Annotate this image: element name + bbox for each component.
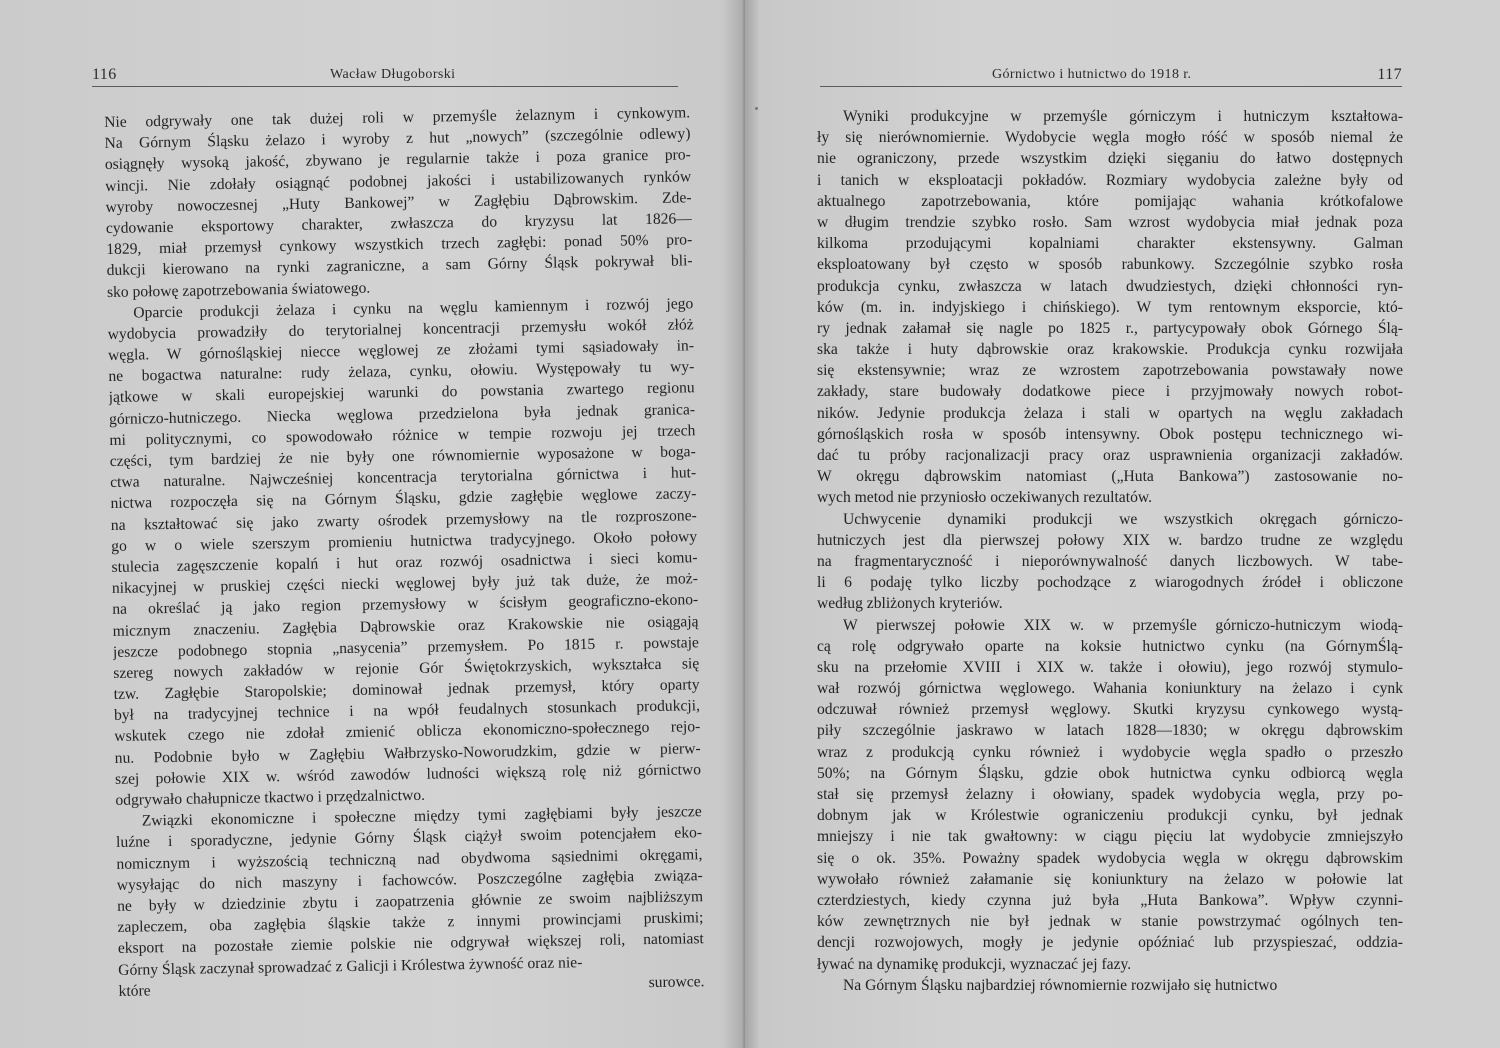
text-line: czterdziestych, kiedy czynna już była „Huta Bankowa”. Wpływ czynni- (817, 891, 1403, 909)
page-number: 116 (92, 66, 117, 83)
text-line: górniczo-hutniczego. Niecka węglowa przedzielona była jednak granica- (108, 400, 696, 428)
text-line: Nie odgrywały one tak dużej roli w przemyśle żelaznym i cynkowym. (104, 104, 691, 131)
text-line: kilkoma przodującymi kopalniami charakter ekstensywny. Galman (817, 235, 1403, 253)
text-line: nomicznym i wyższością techniczną nad obydwoma sąsiednimi okręgami, (116, 845, 703, 873)
left-running-head (92, 66, 678, 87)
text-line: ników. Jedynie produkcja żelaza i stali w opartych na węglu zakładach (817, 404, 1403, 422)
text-line: Wyniki produkcyjne w przemyśle górniczym i hutniczym kształtowa- (843, 108, 1403, 125)
text-line: wincji. Nie zdołały osiągnąć podobnej jakości i ustabilizowanych rynków (105, 167, 692, 195)
text-line: ne bogactwa naturalne: rudy żelaza, cynku, ołowiu. Występowały tu wy- (108, 358, 695, 386)
text-line: zapleczem, oba zagłębia śląskie także z innymi prowincjami pruskimi; (117, 909, 704, 937)
text-line: aktualnego zapotrzebowania, które pomijając wahania krótkofalowe (817, 192, 1403, 210)
page-number: 117 (1377, 66, 1402, 83)
text-line: ływać na dynamikę produkcji, wyznaczać jej fazy. (817, 955, 1132, 973)
text-line: cydowanie eksportowy charakter, zwłaszcza do kryzysu lat 1826— (105, 210, 692, 237)
running-title: Górnictwo i hutnictwo do 1918 r. (992, 67, 1192, 82)
text-line: produkcja cynku, zwłaszcza w latach dwudziestych, dzięki chłonności ryn- (817, 277, 1403, 295)
right-running-head (820, 66, 1402, 87)
text-line: części, tym bardziej że nie były one równomiernie wyposażone w boga- (109, 443, 696, 470)
text-line: według zbliżonych kryteriów. (817, 595, 1003, 613)
text-line: Oparcie produkcji żelaza i cynku na węglu kamiennym i rozwój jego (133, 294, 694, 322)
left-page (0, 0, 745, 1048)
text-line: dukcji kierowano na rynki zagraniczne, a sam Górny Śląsk pokrywał bli- (106, 252, 693, 280)
text-line: eksport na pozostałe ziemie polskie nie odgrywał większej roli, natomiast (117, 930, 704, 958)
text-line: go w o wiele szerszym promieniu hutnictwa tradycyjnego. Około połowy (111, 527, 698, 555)
text-line: i tanich w eksploatacji pokładów. Rozmiary wydobycia zależne były od (817, 171, 1403, 189)
text-line: dać tu próby racjonalizacji pracy oraz usprawnienia organizacji zakładów. (817, 447, 1403, 464)
running-title: Wacław Długoborski (330, 67, 456, 82)
text-line: piły szczególnie jaskrawo w latach 1828—1830; w okręgu dąbrowskim (817, 722, 1403, 740)
text-line: na określać ją jako region przemysłowy w ścisłym geograficzno-ekono- (112, 591, 699, 619)
text-line: W pierwszej połowie XIX w. w przemyśle górniczo-hutniczym wiodą- (843, 616, 1403, 634)
text-line: wał rozwój górnictwa węglowego. Wahania koniunktury na żelazo i cynk (817, 680, 1403, 698)
text-line: Górny Śląsk zaczynał sprowadzać z Galicji i Królestwa żywność oraz nie- (118, 953, 583, 979)
text-line: wysyłając do nich maszyny i fachowców. Poszczególne zagłębia związa- (116, 866, 703, 894)
text-line: się o ok. 35%. Poważny spadek wydobycia węgla w okręgu dąbrowskim (817, 849, 1403, 867)
text-line: zakłady, stare budowały dodatkowe piece i przyjmowały nowych robot- (817, 383, 1403, 401)
text-line: Na Górnym Śląsku najbardziej równomiernie rozwijało się hutnictwo (843, 976, 1278, 994)
text-line: mi politycznymi, co spowodowało różnice w tempie rozwoju jej trzech (109, 422, 696, 449)
text-line: na fragmentaryczność i nieporównywalność danych liczbowych. W tabe- (817, 552, 1403, 570)
text-line: wyroby nowoczesnej „Huty Bankowej” w Zagłębiu Dąbrowskim. Zde- (105, 189, 692, 216)
text-line: odczuwał również przemysł węglowy. Skutki kryzysu cynkowego wystą- (817, 701, 1403, 719)
text-line: sko połowę zapotrzebowania światowego. (106, 279, 371, 301)
text-line: stulecia zagęszczenie kopalń i hut oraz rozwój osadnictwa i sieci komu- (111, 549, 698, 576)
text-line: ne były w dziedzinie zbytu i zaopatrzenia głównie ze swoim najbliższym (117, 888, 704, 915)
text-line: odgrywało chałupnicze tkactwo i przędzalnictwo. (115, 786, 426, 809)
text-line: mniejszy i nie tak gwałtowny: w ciągu pięciu lat wydobycie zmniejszyło (817, 828, 1403, 846)
text-line: Na Górnym Śląsku żelazo i wyroby z hut „nowych” (szczególnie odlewy) (104, 125, 691, 153)
text-line: ków (m. in. indyjskiego i chińskiego). W tym rentownym eksporcie, któ- (817, 298, 1403, 316)
text-line: micznym znaczeniu. Zagłębia Dąbrowskie oraz Krakowskie nie osiągają (112, 612, 699, 640)
text-line: szej połowie XIX w. wśród zawodów ludności większą rolę niż górnictwo (114, 761, 702, 788)
text-line: wydobycia prowadziły do terytorialnej koncentracji przemysłu wokół złóż (107, 316, 694, 343)
text-line: nictwa rozpoczęła się na Górnym Śląsku, gdzie zagłębie węglowe zaczy- (110, 485, 697, 513)
right-page (745, 0, 1500, 1048)
text-line: 1829, miał przemysł cynkowy wszystkich trzech zagłębi: ponad 50% pro- (106, 231, 693, 259)
text-line: stał się przemysł żelazny i ołowiany, spadek wydobycia węgla, przy po- (817, 786, 1403, 803)
text-line: luźne i sporadyczne, jedynie Górny Śląsk ciążył swoim potencjałem eko- (115, 824, 703, 852)
text-line: był na tradycyjnej technice i na wpół feudalnych stosunkach produkcji, (113, 697, 701, 725)
text-line: cą rolę odgrywało oparte na koksie hutnictwo cynku (na GórnymŚlą- (817, 637, 1403, 655)
text-line: które surowce. (118, 972, 705, 1000)
text-line: ków zewnętrznych nie był jednak w stanie powstrzymać ogólnych ten- (817, 913, 1403, 931)
text-line: w długim trendzie szybko rosło. Sam wzrost wydobycia miał jednak poza (817, 213, 1403, 231)
text-line: nu. Podobnie było w Zagłębiu Wałbrzysko-Noworudzkim, gdzie w pierw- (114, 739, 701, 767)
text-line: hutniczych jest dla pierwszej połowy XIX w. bardzo trudne ze względu (817, 531, 1403, 549)
text-line: na kształtować się jako zwarty ośrodek przemysłowy na tle rozproszone- (110, 506, 697, 534)
text-line: szereg nowych zakładów w rejonie Gór Świętokrzyskich, wykształca się (113, 655, 700, 682)
text-line: 50%; na Górnym Śląsku, gdzie obok hutnictwa cynku odbiorcą węgla (817, 764, 1403, 782)
text-line: się ekstensywnie; wraz ze wzrostem zapotrzebowania powstawały nowe (817, 362, 1403, 380)
text-line: wraz z produkcją cynku również i wydobycie węgla spadło o przeszło (817, 743, 1403, 761)
text-line: li 6 podaję tylko liczby pochodzące z wiarogodnych źródeł i obliczone (817, 574, 1403, 592)
text-line: ska także i huty dąbrowskie oraz krakowskie. Produkcja cynku rozwijała (817, 341, 1403, 359)
text-line: sku na przełomie XVIII i XIX w. także i ołowiu), jego rozwój stymulo- (817, 658, 1403, 676)
text-line: ctwa naturalne. Najwcześniej koncentracja terytorialna górnictwa i hut- (110, 464, 697, 492)
text-line: W okręgu dąbrowskim natomiast („Huta Bankowa”) zastosowanie no- (817, 468, 1403, 486)
text-line: jeszcze podobnego stopnia „nasycenia” przemysłem. Po 1815 r. powstaje (112, 633, 700, 661)
text-line: Uchwycenie dynamiki produkcji we wszystkich okręgach górniczo- (843, 510, 1403, 528)
text-line: tzw. Zagłębie Staropolskie; dominował jednak przemysł, który oparty (113, 676, 700, 703)
text-line: wskutek czego nie zdołał zmienić oblicza ekonomiczno-społecznego rejo- (114, 718, 701, 746)
text-line: eksploatowany był często w sposób rabunkowy. Szczególnie szybko rosła (817, 256, 1403, 274)
text-line: Związki ekonomiczne i społeczne między tymi zagłębiami były jeszcze (141, 803, 702, 830)
text-line: węgla. W górnośląskiej niecce węglowej ze złożami tymi sąsiadowały in- (107, 337, 695, 365)
page-speck (755, 107, 758, 110)
text-line: wych metod nie przyniosło oczekiwanych rezultatów. (817, 489, 1153, 507)
text-line: nikacyjnej w pruskiej części niecki węglowej były już tak duże, że moż- (111, 570, 698, 598)
text-line: osiągnęły wysoką jakość, zbywano je regularnie także i poza granice pro- (104, 146, 691, 174)
text-line: dencji rozwojowych, mogły je jedynie opóźniać lub przyspieszać, oddzia- (817, 934, 1403, 952)
text-line: dobnym jak w Królestwie ograniczeniu produkcji cynku, był jednak (817, 807, 1403, 825)
text-line: górnośląskich rosła w sposób intensywny. Obok postępu technicznego wi- (817, 425, 1403, 443)
text-line: wywołało również załamanie się koniunktury na żelazo w połowie lat (817, 870, 1403, 888)
left-body-text (104, 102, 705, 1001)
text-line: jątkowe w skali europejskiej warunki do powstania zwartego regionu (108, 379, 695, 407)
right-body-text (817, 106, 1403, 996)
text-line: nie ograniczony, przede wszystkim dzięki sięganiu do łatwo dostępnych (817, 150, 1403, 168)
text-line: ry jednak załamał się nagle po 1825 r., partycypowały obok Górnego Ślą- (817, 319, 1403, 337)
text-line: ły się nierównomiernie. Wydobycie węgla mogło róść w sposób niemal że (817, 129, 1403, 147)
